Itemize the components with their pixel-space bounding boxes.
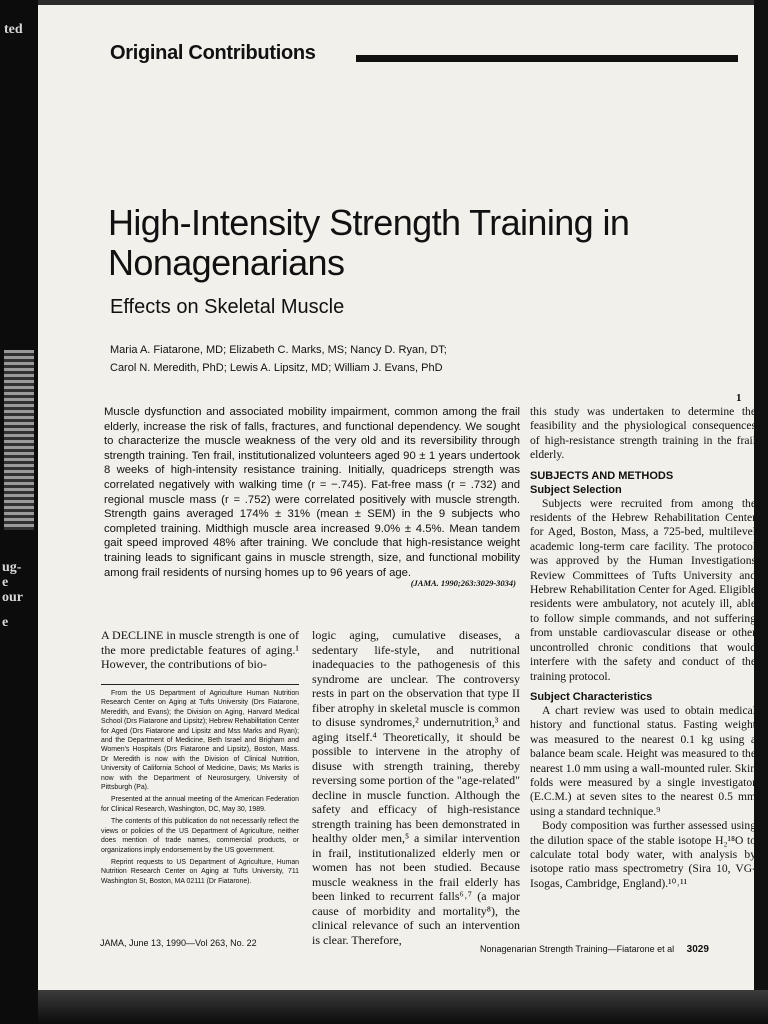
article-title: High-Intensity Strength Training in Nonagenarians <box>108 202 630 283</box>
heading-subject-selection: Subject Selection <box>530 483 622 496</box>
intro-continuation: this study was undertaken to determine the feasibility and the physiological consequences of high-resistance strength training in the frail elderly. <box>530 405 756 462</box>
article-subtitle: Effects on Skeletal Muscle <box>110 296 345 318</box>
column-number: 1 <box>736 392 742 404</box>
scan-bottom-edge <box>38 990 768 1024</box>
margin-fragment: e <box>2 615 9 630</box>
journal-footer: JAMA, June 13, 1990—Vol 263, No. 22 <box>100 938 257 948</box>
section-label: Original Contributions <box>110 42 316 64</box>
affiliation-paragraph: The contents of this publication do not necessarily reflect the views or policies of the US Department of Agriculture, neither does mention of trade names, commercial products, or organizations imply endorsement by the US government. <box>101 818 299 854</box>
heading-subject-characteristics: Subject Characteristics <box>530 690 653 703</box>
citation: (JAMA. 1990;263:3029-3034) <box>410 578 516 588</box>
page-number: 3029 <box>686 944 709 955</box>
selection-paragraph: Subjects were recruited from among the residents of the Hebrew Rehabilitation Center for Aged, Boston, Mass, a 725-bed, multilevel academic long-term care facility. The protocol was approved by the Human Investigations Review Committees of Tufts University and Hebrew Rehabilitation Center for Aged. Eligible residents were ambulatory, not acutely ill, able to follow simple commands, and not suffering from unstable cardiovascular disease or other uncontrolled chronic conditions that would interfere with the safety and conduct of the training protocol. <box>530 496 756 683</box>
margin-fragment: our <box>2 590 23 605</box>
affiliation-paragraph: Presented at the annual meeting of the American Federation for Clinical Research, Washington, DC, May 30, 1989. <box>101 796 299 813</box>
margin-fragment: ted <box>4 22 23 37</box>
affiliation-notes <box>101 689 299 886</box>
characteristics-paragraph: A chart review was used to obtain medical history and functional status. Fasting weight was measured to the nearest 0.1 kg using a balance beam scale. Height was measured to the nearest 1.0 mm using a wall-mounted ruler. Skin folds were measured by a single investigator (E.C.M.) at seven sites to the nearest 0.5 mm using a standard technique.⁹ <box>530 703 756 818</box>
section-rule <box>356 55 738 62</box>
author-line: Maria A. Fiatarone, MD; Elizabeth C. Marks, MS; Nancy D. Ryan, DT; <box>110 344 447 356</box>
characteristics-paragraph: Body composition was further assessed using the dilution space of the stable isotope H₂¹⁸O to calculate total body water, with analysis by isotope ratio mass spectrometry (Sira 10, VG-Isogas, Cambridge, England).¹⁰˒¹¹ <box>530 819 756 890</box>
author-line: Carol N. Meredith, PhD; Lewis A. Lipsitz, MD; William J. Evans, PhD <box>110 362 443 374</box>
author-list <box>110 341 530 377</box>
margin-fragment: e <box>2 575 9 590</box>
right-column <box>530 392 756 891</box>
scan-top-edge <box>38 0 754 5</box>
scan-right-edge <box>754 0 768 1024</box>
footnote-rule <box>101 684 299 685</box>
abstract: Muscle dysfunction and associated mobility impairment, common among the frail elderly, increase the risk of falls, fractures, and functional dependency. We sought to characterize the muscle weakness of the very old and its reversibility through strength training. Ten frail, institutionalized volunteers aged 90 ± 1 years undertook 8 weeks of high-intensity resistance training. Initially, quadriceps strength was correlated negatively with walking time (r = −.745). Fat-free mass (r = .732) and regional muscle mass (r = .752) were correlated positively with muscle strength. Strength gains averaged 174% ± 31% (mean ± SEM) in the 9 subjects who completed training. Midthigh muscle area increased 9.0% ± 4.5%. Mean tandem gait speed improved 48% after training. We conclude that high-resistance weight training leads to significant gains in muscle strength, size, and functional mobility among frail residents of nursing homes up to 96 years of age. <box>104 406 520 579</box>
scan-left-edge <box>0 0 38 1024</box>
intro-column-2: logic aging, cumulative diseases, a sedentary life-style, and nutritional inadequacies to the pathogenesis of this syndrome are unclear. The controversy rests in part on the observation that type II fiber atrophy in skeletal muscle is common to disuse syndromes,² undernutrition,³ and aging itself.⁴ Theoretically, it should be possible to intervene in the atrophy of disuse with strength training, thereby reversing some portion of the "age-related" decline in muscle function. Although the safety and efficacy of high-resistance strength training has been demonstrated in healthy older men,⁵ a similar intervention in frail, institutionalized elderly men or women has not been studied. Because muscle weakness in the frail elderly has been linked to recurrent falls⁶˒⁷ (a major cause of morbidity and mortality⁸), the clinical relevance of such an intervention is clear. Therefore, <box>312 628 520 947</box>
running-footer <box>480 944 709 955</box>
intro-column-1: A DECLINE in muscle strength is one of the more predictable features of aging.¹ However, the contributions of bio- <box>101 628 299 671</box>
margin-fragment: ug- <box>2 560 22 575</box>
heading-subjects-methods: SUBJECTS AND METHODS <box>530 469 674 482</box>
running-title: Nonagenarian Strength Training—Fiatarone et al <box>480 944 675 954</box>
affiliation-paragraph: Reprint requests to US Department of Agriculture, Human Nutrition Research Center on Aging at Tufts University, 711 Washington St, Boston, MA 02111 (Dr Fiatarone). <box>101 858 299 885</box>
adjacent-page-thumbnail <box>4 350 34 530</box>
affiliation-paragraph: From the US Department of Agriculture Human Nutrition Research Center on Aging at Tufts University (Drs Fiatarone, Meredith, and Evans); the Division on Aging, Harvard Medical School (Drs Fiatarone and Lipsitz); Hebrew Rehabilitation Center for Aged (Drs Fiatarone and Lipsitz and Mss Marks and Ryan); and the Department of Medicine, Beth Israel and Brigham and Women's Hospitals (Drs Fiatarone and Lipsitz), Boston, Mass. Dr Meredith is now with the Division of Clinical Nutrition, University of California School of Medicine, Davis; Ms Marks is now with the Department of Neurosurgery, University of Pittsburgh (Pa). <box>101 690 300 792</box>
